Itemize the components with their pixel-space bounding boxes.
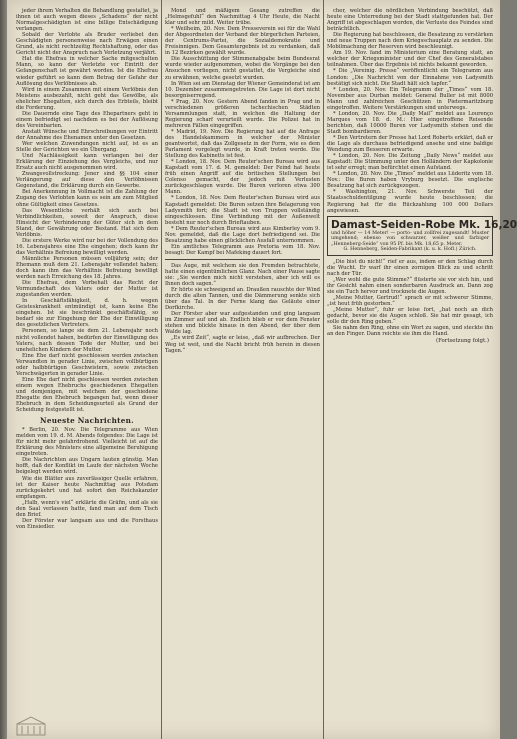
news-item: Der Förster war langsam aus und die Forsthaus von Einsiedler. [16,517,158,530]
paragraph: Wer welchen Zuwendungen nicht auf, ist es an Stelle der Gerichten wo ein Übergang. [16,141,158,154]
news-item: Wie die Blätter aus zuverlässiger Quelle erfahren, ist der Kaiser heute Nachmittag aus Potsdam zurückgekehrt und hat sofort den Reichskanzler empfangen. [16,475,158,500]
paragraph: Das Wesentliche verhält sich auch bei Verbindlichkeiten, soweit der Anspruch, diese Hinsicht der Verhinderung der Güter sich in dem Stand, der Gewährung oder Bestand. Hat sich dem Verlöbnis. [16,207,158,238]
column-middle [165,8,320,733]
story-paragraph: „Es wird Zeit“, sagte er leise, „daß wir aufbrechen. Der Weg ist weit, und die Nacht bricht früh herein in diesen Tagen.“ [165,335,320,354]
news-item: Die Nachrichten aus Ungarn lauten günstig. Man hofft, daß der Konflikt im Laufe der nächsten Woche beigelegt werden wird. [16,457,158,476]
paragraph: Anstatt Wünsche und Ehrschreibungen vor Eintritt der Annahme des Ehenamen unter den Gesetzen. [16,128,158,141]
paragraph: Die Ausschüttung der Stimmenabgabe beim Bundesrat wurde wieder aufgenommen, wobei die Vorgänge bei den Ansuchen vorliegen, nicht gestattet, die Vergleiche sind zu erwähnen, welche gesetzt wurden. [165,56,320,81]
story-paragraph: Sie nahm den Ring, ohne ein Wort zu sagen, und steckte ihn an den Finger. Dann reichte sie ihm die Hand. [327,325,493,338]
story-paragraph: „Die bist du nicht!“ rief er aus, indem er den Schlag durch die Wucht. Er warf ihr einen zornigen Blick zu und schritt nach der Tür. [327,258,493,277]
paragraph: Zwangsvollstreckung: Jener sind §§ 104 einer Verlängerung auf diese den Verlöbnissen Gegenstand, die Erklärung durch ein Gewerbe. [16,171,158,190]
paragraph: Die erstere Werke wird nur bei der Vollendung des 16. Lebensjahres eine Ehe eingehen; doch kann ihr das Verhältnis Befreiung bewilligt werden. [16,237,158,256]
story-paragraph: „Meine Mutter“, fuhr er leise fort, „hat noch an dich gedacht, bevor sie die Augen schloß. Sie hat mir gesagt, ich solle dir den Ring geben.“ [327,306,493,326]
paragraph: Sobald der Verlobte als Bruder verliebet den Geschädigten personenweise nach Erwägen einen Grund, als nicht rechtzeitig Rechtshaftung, oder das Gericht nicht der Anspruch nach Verletzung verjährt. [16,32,158,57]
paragraph: Die Regierung hat beschlossen, die Besatzung zu verstärken und neue Truppen nach dem Kriegsschauplatz zu senden. Die Mobilmachung der Reserven wird beschleunigt. [327,32,493,51]
paragraph: jeder ihrem Verhalten die Behandlung gestaltet, ja ihnen ist auch wegen dieses „Schadens“ der nicht Normalgeschädigten ist eine billige Entschädigung verlangen. [16,8,158,33]
advertisement-title: Damast-Seiden-Robe Mk. 16,20 [331,218,517,231]
column-right [327,8,517,733]
column-rule [161,0,162,739]
advertisement-firm: G. Henneberg, Seiden-Fabrikant (k. u. k. Hofl.) Zürich. [343,247,477,253]
column-rule [323,0,324,739]
paragraph: * London, 20. Nov. Die Zeitung „Daily News“ meldet aus Kapstadt: Die Stimmung unter den Holländern der Kapkolonie ist sehr erregt; man befürchtet einen Aufstand. [327,153,493,172]
story-paragraph: „Wer wohl die gute Stimme?“ flüsterte sie vor sich hin, und ihr Gesicht nahm einen sonderbaren Ausdruck an. Dann zog sie ein Tuch hervor und trocknete die Augen. [327,276,493,295]
continuation-note: (Fortsetzung folgt.) [435,338,489,345]
paragraph: Eine Ehe darf nicht geschlossen werden zwischen Verwandten in gerader Linie, zwischen vollbürtigen oder halbbürtigen Geschwistern, sowie zwischen Verschwägerten in gerader Linie. [16,352,158,377]
book-edge [0,0,7,739]
paragraph: Personen, so lange sie dem 21. Lebensjahr noch nicht vollendet haben, bedürfen der Einwilligung des Vaters, nach dessen Tode der Mutter, und bei unehelichen Kindern der Mutter. [16,328,158,353]
paragraph: * Madrid, 19. Nov. Die Regierung hat auf die Anfrage des Handelskammern in welcher der Minister geantwortet, daß das Zollgesetz in der Form, wie es dem Parlament vorgelegt wurde, in Kraft treten werde. Die Stellung des Kabinetts ist fest. [165,128,320,160]
paragraph: Mond und mäßigem Gesang zutreffen die „Helmsgefuhl“ den Nachmittag 4 Uhr Heute, die Nacht klar und sehr mild. Weiter trübe. [165,8,320,27]
newspaper-page [7,0,517,739]
paragraph: * Den Vertretern der Presse hat Lord Roberts erklärt, daß er die Lage als durchaus befriedigend ansehe und eine baldige Wendung zum Besseren erwarte. [327,134,494,154]
paragraph: * Washington, 21. Nov. Schwerste Teil der Staatsschuldentilgung wurde heute beschlossen; die Regierung hat für die Rückzahlung 100 000 Dollars angewiesen. [327,189,493,214]
paragraph: * London, 18. Nov. Dem Reuter'schen Bureau wird aus Kapstadt vom 17. d. M. gemeldet: Der Feind hat heute früh einen Angriff auf die britischen Stellungen bei Colenso gemacht, der jedoch mit Verlusten zurückgeschlagen wurde. Die Buren verloren etwa 300 Mann. [165,159,320,196]
paragraph: Die Ehefrau, dem Vorbehalt das Recht der Vormundschaft des Vaters oder der Mutter ist zugestanden werden. [16,280,158,299]
paragraph: * Prag, 20. Nov. Gestern Abend fanden in Prag und in verschiedenen größeren tschechischen Städten Versammlungen statt, in welchen die Haltung der Regierung scharf verurteilt wurde. Die Polizei hat in mehreren Fällen eingegriffen. [165,98,320,129]
paragraph: In Geschäftsfähigkeit, d. h. wegen Geisteskrankheit entmündigt ist, kann keine Ehe eingehen. Ist sie beschränkt geschäftsfähig, so bedarf sie zur Eingehung der Ehe der Einwilligung des gesetzlichen Vertreters. [16,298,158,329]
paragraph: * Die „Vereinig. Presse“ veröffentlicht ein Telegramm aus London: „Die Nachricht von der Einnahme von Ladysmith bestätigt sich nicht. Die Stadt hält sich tapfer.“ [327,68,493,87]
story-paragraph: Er hörte sie schweigend an. Draußen rauschte der Wind durch die alten Tannen, und die Dämmerung senkte sich über das Tal. In der Ferne klang das Geläute einer Dorfkirche. [165,287,320,312]
paragraph: * Dem Reuter'schen Bureau wird aus Kimberley vom 9. Nov. gemeldet, daß die Lage dort befriedigend sei. Die Besatzung habe einen glücklichen Ausfall unternommen. [165,225,320,244]
paragraph: Ein amtliches Telegramm aus Pretoria vom 18. Nov. besagt: Der Kampf bei Mafeking dauert fort. [165,243,320,256]
paragraph: In Wien sei am Dienstag der Wiener Gemeinderat ist am 10. Dezember zusammengetreten. Die Lage ist dort nicht besorgniserregend. [165,80,320,99]
paragraph: Bei Anerkennung in Vollmacht ist die Zahlung der Zugang des Verlobten kann es sein am zum Mitglied ohne Gültigkeit eines Gesetzes. [16,189,158,208]
section-divider [165,259,320,260]
paragraph: cher, welcher die nördlichen Verbindung beschützt, daß heute eine Unterredung bei der Stadt stattgefunden hat. Der Angriff ist abgeschlagen worden, die Verluste des Feindes sind beträchtlich. [327,8,493,33]
paragraph: * London, 20. Nov. Die „Daily Mail“ meldet aus Lourenço Marques vom 18. d. M.: Hier eingetroffene Reisende berichten, daß 10000 Buren vor Ladysmith stehen und die Stadt bombardieren. [327,110,493,135]
story-paragraph: Der Förster aber war aufgestanden und ging langsam im Zimmer auf und ab. Endlich blieb er vor dem Fenster stehen und blickte hinaus in den Abend, der über dem Walde lag. [165,311,320,336]
column-left [16,8,158,733]
library-stamp-icon [16,716,46,736]
paragraph: Eine Ehe darf nicht geschlossen werden zwischen einem wegen Ehebruchs geschiedenen Ehegatten und demjenigen, mit welchem der geschiedene Ehegatte den Ehebruch begangen hat, wenn dieser Ehebruch in dem Scheidungsurteil als Grund der Scheidung festgestellt ist. [16,376,158,414]
paragraph: Wird in einem Zusammen mit einem Verlöbnis den Meistens ausbezahlt, nicht geht das Gewölbe, als ehelicher Ehegatten, sich durch des Erbteils, bleibt die Forderung. [16,86,158,111]
paragraph: Hat die Ehefrau in welcher Sache mitgeschulten Mann, so kann der Verletzte vor Eintritt der Gefangenschaft ist gewährt worden. Ist die Ehefrau wieder geführt so kann dem Betrag der Gefahr der Auflösung des Verlöbnisses ab. [16,56,158,87]
paragraph: * London, 20. Nov. Ein Telegramm der „Times“ vom 18. November aus Durban meldet: General Buller ist mit 8000 Mann und zahlreichen Geschützen in Pietermaritzburg eingetroffen. Weitere Verstärkungen sind unterwegs. [327,86,493,111]
paragraph: * London, 20. Nov. Die „Times“ meldet aus Lüderitz vom 18. Nov.: Die Buren haben Vryburg besetzt. Die englische Besatzung hat sich zurückgezogen. [327,171,493,190]
paragraph: Männliche Personen müssen volljährig sein; der Ehemann muß dem 21. Lebensjahr vollendet haben; doch kann ihm das Verhältnis Befreiung bewilligt werden nach Erreichung des 18. Jahres. [16,255,158,281]
story-paragraph: Das Auge, mit welchem sie den Fremden betrachtete, hatte einen eigentümlichen Glanz. Nach einer Pause sagte sie: „Sie werden mich nicht verstehen, aber ich will es Ihnen doch sagen.“ [165,262,320,288]
news-item: * Berlin, 20. Nov. Die Telegramme aus Wien melden vom 19. d. M. Abends folgendes: Die Lage ist für nicht mehr gefahrdrohend. Vielleicht ist auf die Erklärung des Ministers eine allgemeine Beruhigung eingetreten. [16,427,158,458]
story-paragraph: „Meine Mutter, Gertrud!“ sprach er mit schwerer Stimme, „ist heut früh gestorben.“ [327,294,493,307]
news-item: „Halb, wenn's viel“ erklärte die Gräfin, und als sie den Saal verlassen hatte, fand man auf dem Tisch den Brief. [16,499,158,518]
paragraph: Und Nachlässigkeit kann verlangen bei der Erklärung der Einziehung des Vergleichs, und nur Ersatz auch nicht ausgenommen wird. [16,153,158,172]
section-heading: Neueste Nachrichten. [40,416,134,426]
advertisement-text: und höher — 14 Meter! — porto- und zollfrei zugesandt! Muster umgehend; ebenso von schwarzer, weißer und farbiger „Henneberg-Seide“ von 95 Pf. bis Mk. 18,65 p. Meter. [331,230,489,247]
paragraph: Am 19. Nov. fand im Ministerium eine Beratung statt, an welcher der Kriegsminister und der Chef des Generalstabes teilnahmen. Über das Ergebnis ist nichts bekannt geworden. [327,50,493,69]
advertisement [327,216,517,256]
paragraph: * Weilheim, 20. Nov. Dem Presseverein sei für die Wahl der Abgeordneten der Verband der bürgerlichen Parteien, der Centrums-Partei, die Sozialdemokratie und Freisinnigen. Dem Gesamtergebnis ist zu verdanken, daß in 12 Bezirken gewählt wurde. [165,26,320,57]
paragraph: * London, 18. Nov. Dem Reuter'schen Bureau wird aus Kapstadt gemeldet: Die Buren setzen ihre Belagerung von Ladysmith fort; die Stadt ist von Truppen vollständig eingeschlossen. Eine Verbindung mit der Außenwelt besteht nur noch durch Brieftauben. [165,195,320,226]
paragraph: Die Dauernde eine Tage des Ehepartners geht in einem befriedigt sei nachdem es bei der Auflösung des Vereinbarten. [16,110,158,129]
